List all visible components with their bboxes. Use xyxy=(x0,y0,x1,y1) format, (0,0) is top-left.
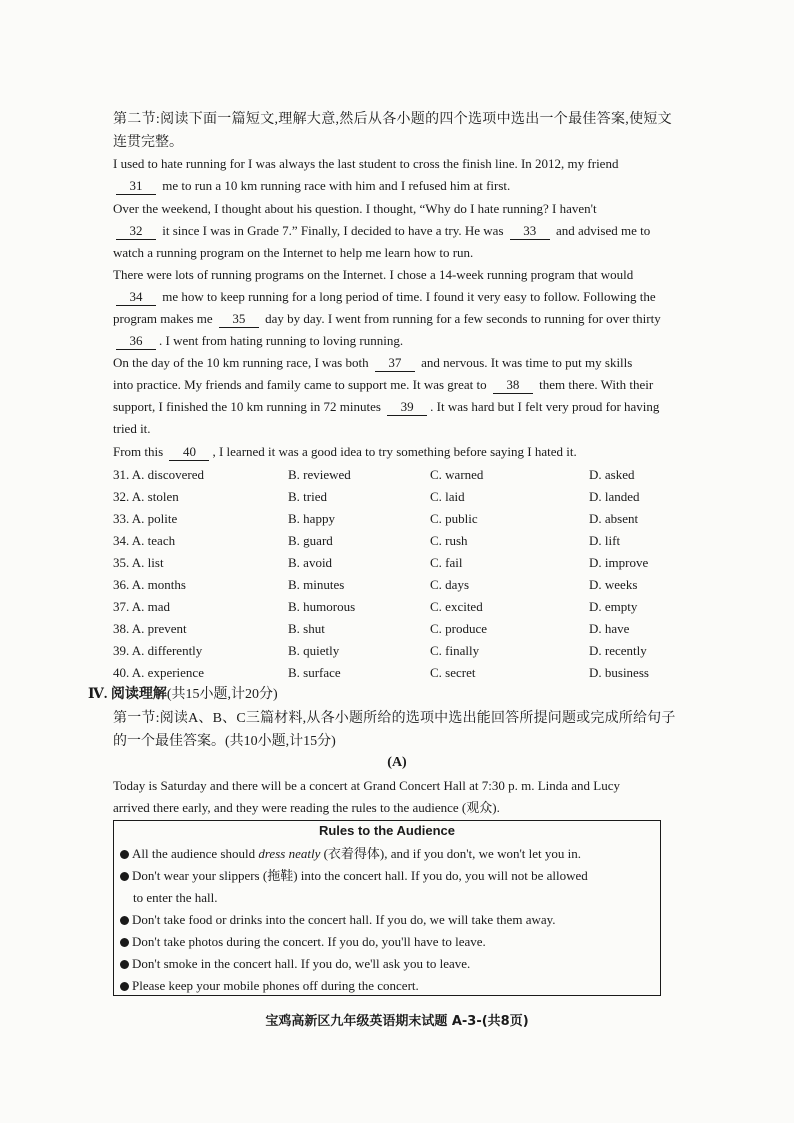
option-d: D. weeks xyxy=(589,577,638,592)
option-c: C. excited xyxy=(430,599,483,614)
option-c: C. finally xyxy=(430,643,480,658)
option-c: C. rush xyxy=(430,533,468,548)
option-a: 40. A. experience xyxy=(113,665,204,680)
option-a: 31. A. discovered xyxy=(113,467,204,482)
p5-text-a: From this xyxy=(113,444,164,459)
passage-paragraph-2 xyxy=(113,198,693,264)
passage-paragraph-1 xyxy=(113,153,693,197)
p4-line3 xyxy=(113,396,693,418)
rule-1-emphasis: dress neatly xyxy=(258,846,321,861)
p5-text-b: , I learned it was a good idea to try something before saying I hated it. xyxy=(212,444,577,459)
option-d: D. empty xyxy=(589,599,638,614)
section2-instruction-line1: 第二节:阅读下面一篇短文,理解大意,然后从各小题的四个选项中选出一个最佳答案,使短文 xyxy=(113,112,672,127)
option-c: C. laid xyxy=(430,489,465,504)
option-a: 34. A. teach xyxy=(113,533,176,548)
p4-line4: tried it. xyxy=(113,421,151,436)
rule-1-text-a: All the audience should xyxy=(132,846,259,861)
rule-6 xyxy=(120,975,654,997)
blank-32: 32 xyxy=(116,223,156,240)
option-d: D. recently xyxy=(589,643,647,658)
bullet-icon xyxy=(120,872,129,881)
rule-4 xyxy=(120,931,654,953)
p1-line2 xyxy=(113,175,693,197)
part4-title-note: (共15小题,计20分) xyxy=(166,687,278,702)
p2-line3: watch a running program on the Internet to help me learn how to run. xyxy=(113,245,474,260)
passage-paragraph-3 xyxy=(113,264,693,352)
passage-paragraph-5 xyxy=(113,441,693,463)
blank-38: 38 xyxy=(493,377,533,394)
bullet-icon xyxy=(120,938,129,947)
p3-line4 xyxy=(113,330,693,352)
blank-35: 35 xyxy=(219,311,259,328)
option-a: 39. A. differently xyxy=(113,643,203,658)
p4-text-a: On the day of the 10 km running race, I was both xyxy=(113,355,369,370)
option-d: D. improve xyxy=(589,555,649,570)
option-d: D. have xyxy=(589,621,630,636)
p3-line3 xyxy=(113,308,693,330)
p4-text-b: and nervous. It was time to put my skills xyxy=(421,355,633,370)
p2-text-b: it since I was in Grade 7.” Finally, I decided to have a try. He was xyxy=(162,223,504,238)
rules-box xyxy=(113,820,661,996)
option-b: B. reviewed xyxy=(288,467,351,482)
option-b: B. minutes xyxy=(288,577,345,592)
part4-title xyxy=(88,684,278,706)
option-b: B. surface xyxy=(288,665,341,680)
section2-instruction-line2: 连贯完整。 xyxy=(113,135,183,150)
part4-title-text: Ⅳ. 阅读理解 xyxy=(88,687,167,702)
rule-2-text-a: Don't wear your slippers (拖鞋) into the concert hall. If you do, you will not be allowed xyxy=(132,868,588,883)
option-a: 35. A. list xyxy=(113,555,164,570)
option-b: B. happy xyxy=(288,511,335,526)
option-d: D. landed xyxy=(589,489,640,504)
p5-line1 xyxy=(113,441,693,463)
option-b: B. avoid xyxy=(288,555,333,570)
p4-text-f: . It was hard but I felt very proud for having xyxy=(430,399,660,414)
blank-31: 31 xyxy=(116,178,156,195)
part4-instruction xyxy=(113,707,695,753)
section2-instruction xyxy=(113,108,695,154)
option-d: D. asked xyxy=(589,467,635,482)
option-b: B. shut xyxy=(288,621,325,636)
blank-33: 33 xyxy=(510,223,550,240)
p4-line1 xyxy=(113,352,693,374)
option-c: C. warned xyxy=(430,467,484,482)
option-d: D. absent xyxy=(589,511,639,526)
option-c: C. secret xyxy=(430,665,476,680)
part4-instruction-line1: 第一节:阅读A、B、C三篇材料,从各小题所给的选项中选出能回答所提问题或完成所给句子 xyxy=(113,711,676,726)
rules-title: Rules to the Audience xyxy=(318,823,456,838)
option-a: 36. A. months xyxy=(113,577,186,592)
p2-line1: Over the weekend, I thought about his question. I thought, “Why do I hate running? I haven't xyxy=(113,201,597,216)
p4-text-e: support, I finished the 10 km running in 72 minutes xyxy=(113,399,381,414)
p3-line1: There were lots of running programs on the Internet. I chose a 14-week running program that would xyxy=(113,267,634,282)
passage-a-intro xyxy=(113,775,693,819)
option-a: 33. A. polite xyxy=(113,511,178,526)
rule-3 xyxy=(120,909,654,931)
option-a: 38. A. prevent xyxy=(113,621,187,636)
blank-40: 40 xyxy=(169,444,209,461)
rule-1-text-c: (衣着得体), and if you don't, we won't let you in. xyxy=(320,846,582,861)
option-b: B. tried xyxy=(288,489,327,504)
rule-1 xyxy=(120,843,654,865)
p2-line2 xyxy=(113,220,693,242)
blank-34: 34 xyxy=(116,289,156,306)
bullet-icon xyxy=(120,850,129,859)
p3-text-b: me how to keep running for a long period of time. I found it very easy to follow. Following the xyxy=(162,289,656,304)
bullet-icon xyxy=(120,982,129,991)
passage-a-label: (A) xyxy=(387,755,407,770)
p4-line2 xyxy=(113,374,693,396)
passage-a-intro-line2: arrived there early, and they were reading the rules to the audience (观众). xyxy=(113,800,500,815)
page-footer: 宝鸡高新区九年级英语期末试题 A-3-(共8页) xyxy=(265,1014,529,1029)
p1-text-b: me to run a 10 km running race with him and I refused him at first. xyxy=(162,178,511,193)
p1-line1: I used to hate running for I was always the last student to cross the finish line. In 2012, my friend xyxy=(113,156,619,171)
option-a: 32. A. stolen xyxy=(113,489,179,504)
option-b: B. guard xyxy=(288,533,333,548)
option-d: D. lift xyxy=(589,533,621,548)
rule-5 xyxy=(120,953,654,975)
p3-text-e: . I went from hating running to loving running. xyxy=(159,333,404,348)
bullet-icon xyxy=(120,916,129,925)
passage-a-intro-line1: Today is Saturday and there will be a concert at Grand Concert Hall at 7:30 p. m. Linda and Lucy xyxy=(113,778,621,793)
rule-2-continued: to enter the hall. xyxy=(133,890,218,905)
p4-text-c: into practice. My friends and family came to support me. It was great to xyxy=(113,377,487,392)
passage-paragraph-4 xyxy=(113,352,693,440)
bullet-icon xyxy=(120,960,129,969)
rule-5-text: Don't smoke in the concert hall. If you do, we'll ask you to leave. xyxy=(132,956,471,971)
blank-36: 36 xyxy=(116,333,156,350)
option-b: B. quietly xyxy=(288,643,340,658)
option-d: D. business xyxy=(589,665,649,680)
option-c: C. produce xyxy=(430,621,488,636)
rule-3-text: Don't take food or drinks into the concert hall. If you do, we will take them away. xyxy=(132,912,556,927)
option-a: 37. A. mad xyxy=(113,599,171,614)
rule-2 xyxy=(120,865,654,887)
p3-text-c: program makes me xyxy=(113,311,213,326)
option-b: B. humorous xyxy=(288,599,356,614)
part4-instruction-line2: 的一个最佳答案。(共10小题,计15分) xyxy=(113,734,336,749)
rule-6-text: Please keep your mobile phones off during the concert. xyxy=(132,978,419,993)
blank-39: 39 xyxy=(387,399,427,416)
p4-text-d: them there. With their xyxy=(539,377,654,392)
option-c: C. fail xyxy=(430,555,463,570)
p2-text-c: and advised me to xyxy=(556,223,651,238)
rule-4-text: Don't take photos during the concert. If you do, you'll have to leave. xyxy=(132,934,486,949)
option-c: C. days xyxy=(430,577,469,592)
option-c: C. public xyxy=(430,511,478,526)
p3-text-d: day by day. I went from running for a few seconds to running for over thirty xyxy=(265,311,661,326)
blank-37: 37 xyxy=(375,355,415,372)
p3-line2 xyxy=(113,286,693,308)
